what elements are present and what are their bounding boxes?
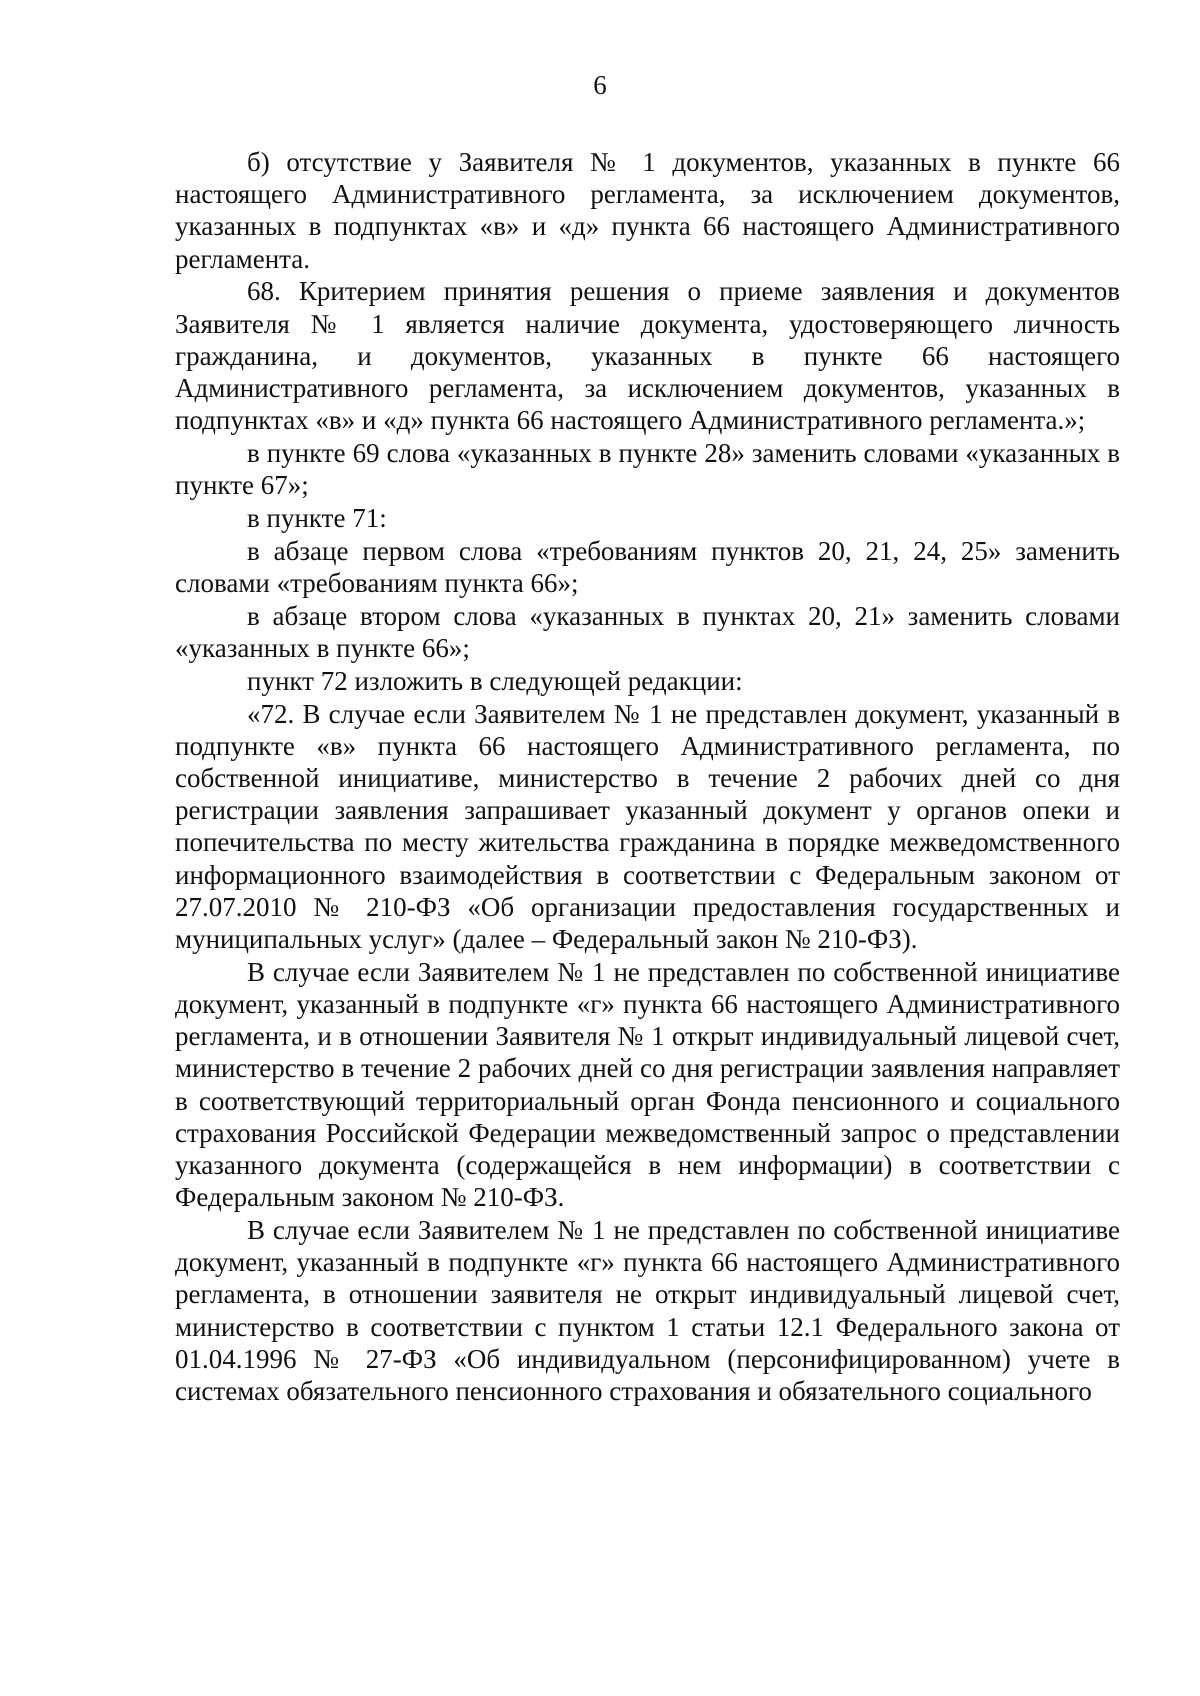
paragraph-point-68: 68. Критерием принятия решения о приеме заявления и документов Заявителя № 1 является наличие документа, удостоверяющего личность гражданина, и документов, указанных в пункте 66 настоящего Административного регламента, за исключением документов, указанных в подпунктах «в» и «д» пункта 66 настоящего Административного регламента.»; xyxy=(175,276,1120,436)
paragraph-point-71-first-abzac: в абзаце первом слова «требованиям пунктов 20, 21, 24, 25» заменить словами «требованиям пункта 66»; xyxy=(175,535,1120,599)
paragraph-point-69-amendment: в пункте 69 слова «указанных в пункте 28» заменить словами «указанных в пункте 67»; xyxy=(175,438,1120,501)
paragraph-item-b: б) отсутствие у Заявителя № 1 документов, указанных в пункте 66 настоящего Административного регламента, за исключением документов, указанных в подпунктах «в» и «д» пункта 66 настоящего Административного регламента. xyxy=(175,147,1120,274)
page-number: 6 xyxy=(593,70,607,100)
paragraph-point-72-second: В случае если Заявителем № 1 не представлен по собственной инициативе документ, указанный в подпункте «г» пункта 66 настоящего Административного регламента, и в отношении Заявителя № 1 открыт индивидуальный лицевой счет, министерство в течение 2 рабочих дней со дня регистрации заявления направляет в соответствующий территориальный орган Фонда пенсионного и социального страхования Российской Федерации межведомственный запрос о представлении указанного документа (содержащейся в нем информации) в соответствии с Федеральным законом № 210-ФЗ. xyxy=(175,956,1120,1213)
document-body xyxy=(175,146,1120,1408)
paragraph-point-71-intro: в пункте 71: xyxy=(247,503,387,534)
paragraph-point-72-third: В случае если Заявителем № 1 не представлен по собственной инициативе документ, указанный в подпункте «г» пункта 66 настоящего Административного регламента, в отношении заявителя не открыт индивидуальный лицевой счет, министерство в соответствии с пунктом 1 статьи 12.1 Федерального закона от 01.04.1996 № 27-ФЗ «Об индивидуальном (персонифицированном) учете в системах обязательного пенсионного страхования и обязательного социального xyxy=(175,1215,1120,1407)
paragraph-point-72-text: «72. В случае если Заявителем № 1 не представлен документ, указанный в подпункте «в» пункта 66 настоящего Административного регламента, по собственной инициативе, министерство в течение 2 рабочих дней со дня регистрации заявления запрашивает указанный документ у органов опеки и попечительства по месту жительства гражданина в порядке межведомственного информационного взаимодействия в соответствии с Федеральным законом от 27.07.2010 № 210-ФЗ «Об организации предоставления государственных и муниципальных услуг» (далее – Федеральный закон № 210-ФЗ). xyxy=(175,698,1120,955)
paragraph-point-72-intro: пункт 72 изложить в следующей редакции: xyxy=(247,665,743,696)
paragraph-point-71-second-abzac: в абзаце втором слова «указанных в пунктах 20, 21» заменить словами «указанных в пункте 66»; xyxy=(175,600,1120,664)
